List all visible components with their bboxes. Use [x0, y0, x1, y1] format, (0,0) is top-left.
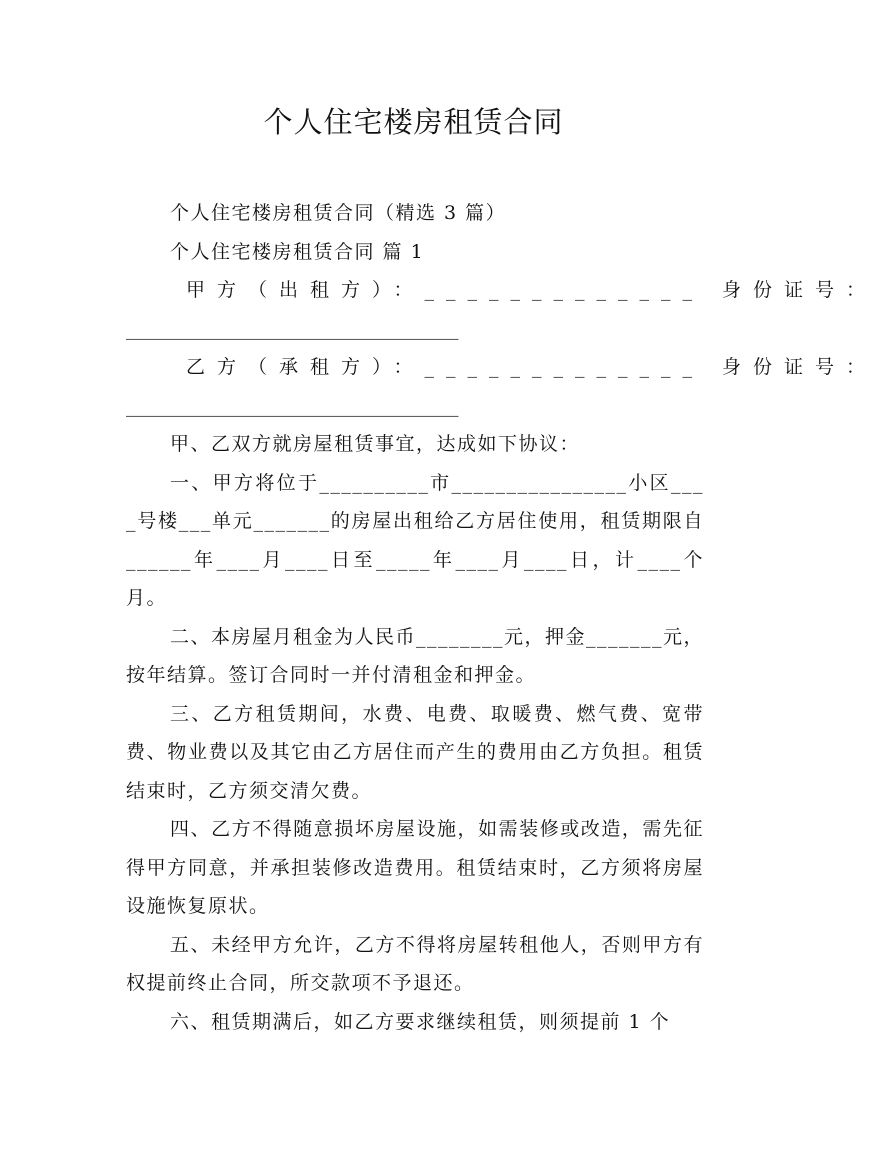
subtitle-line: 个人住宅楼房租赁合同（精选 3 篇）	[170, 202, 507, 224]
document-body	[126, 194, 877, 1041]
party-a-line: 甲方（出租方）：_____________ 身份证号：	[186, 279, 877, 301]
document-title: 个人住宅楼房租赁合同	[263, 105, 564, 139]
clause-1: 一、甲方将位于__________市________________小区____号楼___单元_______的房屋出租给乙方居住使用，租赁期限自______年____月____日至_____年____月____日，计____个月。	[126, 471, 704, 609]
party-b-line: 乙方（承租方）：_____________ 身份证号：	[186, 356, 877, 378]
section-heading: 个人住宅楼房租赁合同 篇 1	[170, 240, 425, 263]
clause-6: 六、租赁期满后，如乙方要求继续租赁，则须提前 1 个	[170, 1010, 671, 1033]
intro-paragraph: 甲、乙双方就房屋租赁事宜，达成如下协议：	[170, 433, 581, 455]
clause-4: 四、乙方不得随意损坏房屋设施，如需装修或改造，需先征得甲方同意，并承担装修改造费用。租赁结束时，乙方须将房屋设施恢复原状。	[126, 818, 704, 917]
clause-3: 三、乙方租赁期间，水费、电费、取暖费、燃气费、宽带费、物业费以及其它由乙方居住而产生的费用由乙方负担。租赁结束时，乙方须交清欠费。	[126, 702, 704, 802]
party-a-id-blank: ___________________________________	[126, 317, 459, 340]
clause-2: 二、本房屋月租金为人民币________元，押金_______元，按年结算。签订合同时一并付清租金和押金。	[126, 625, 705, 686]
clause-5: 五、未经甲方允许，乙方不得将房屋转租他人，否则甲方有权提前终止合同，所交款项不予退还。	[126, 933, 704, 994]
party-b-id-blank: ___________________________________	[126, 394, 459, 417]
